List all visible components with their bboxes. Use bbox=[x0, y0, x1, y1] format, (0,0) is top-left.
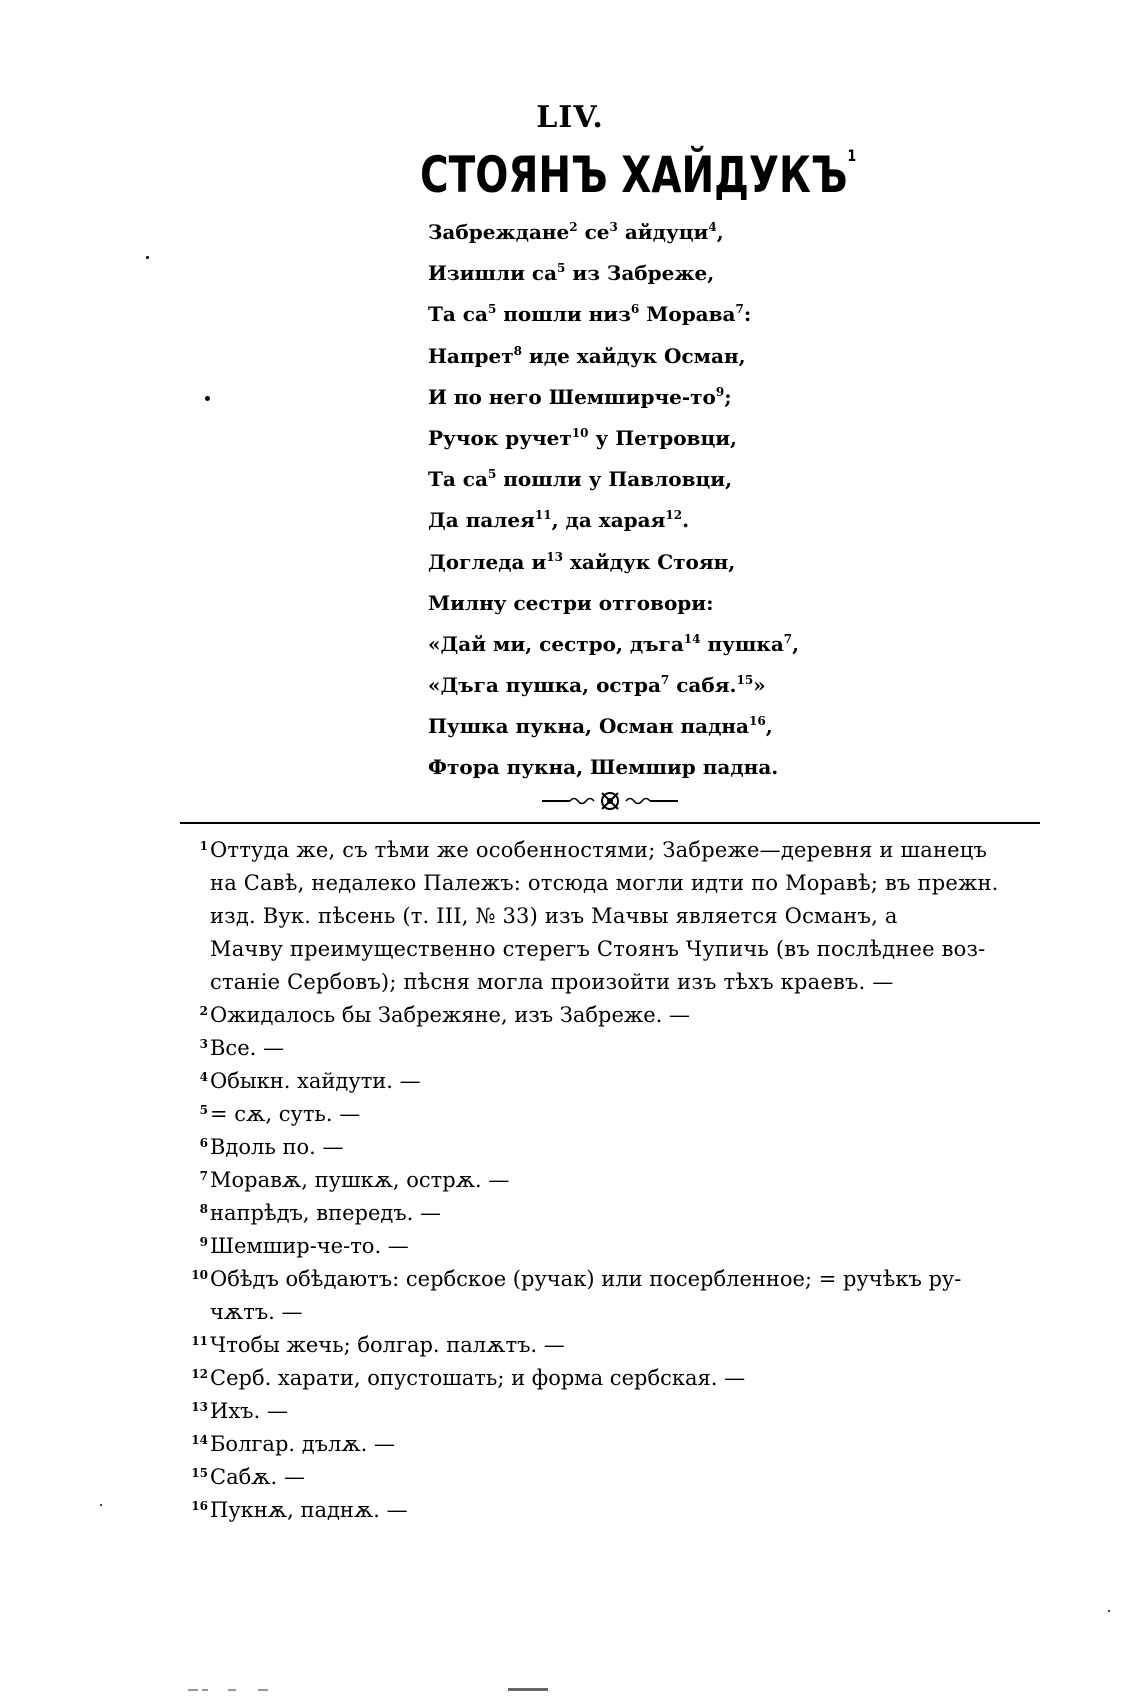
print-speck bbox=[100, 1504, 102, 1506]
footnote-text: на Савѣ, недалеко Палежъ: отсюда могли идти по Моравѣ; въ прежн. bbox=[210, 871, 999, 895]
verse-line bbox=[428, 542, 928, 583]
footnote bbox=[184, 1065, 1044, 1098]
verse-text: , да харая bbox=[551, 508, 666, 533]
footnote-ref: 13 bbox=[546, 549, 563, 564]
footnote-text: Обѣдъ обѣдаютъ: сербское (ручак) или посербленное; = ручѣкъ ру- bbox=[210, 1267, 962, 1291]
verse-text: Морава bbox=[639, 302, 736, 327]
footnote-ref: 6 bbox=[630, 302, 640, 317]
footnote bbox=[184, 999, 1044, 1032]
verse-text: Забреждане bbox=[428, 220, 570, 244]
footnote-text: Болгар. дълѫ. — bbox=[210, 1432, 396, 1456]
verse-line bbox=[428, 212, 928, 253]
footnote-ref: 11 bbox=[534, 508, 552, 523]
footnote-number: 7 bbox=[199, 1169, 208, 1183]
verse-line bbox=[428, 665, 928, 706]
poem-title-text: СТОЯНЪ ХАЙДУКЪ bbox=[420, 146, 848, 204]
footnote-ref: 7 bbox=[660, 673, 670, 688]
verse-text: пушка bbox=[700, 631, 784, 656]
footnotes bbox=[184, 834, 1044, 1527]
footnote bbox=[184, 1164, 1044, 1197]
footnote-text: изд. Вук. пѣсень (т. III, № 33) изъ Мачвы является Османъ, а bbox=[210, 904, 898, 928]
verse-text: : bbox=[743, 302, 752, 327]
bleed-through-marks bbox=[188, 1686, 588, 1694]
footnote-text: Мачву преимущественно стерегъ Стоянъ Чупичь (въ послѣднее воз- bbox=[210, 937, 986, 961]
footnote-number: 12 bbox=[191, 1367, 208, 1381]
footnote-text: Пукнѫ, паднѫ. — bbox=[210, 1498, 408, 1522]
footnote bbox=[184, 1428, 1044, 1461]
verse-text: «Дай ми, сестро, дъга bbox=[428, 631, 684, 656]
footnote bbox=[184, 1362, 1044, 1395]
footnote-number: 8 bbox=[199, 1202, 208, 1216]
footnote bbox=[184, 1131, 1044, 1164]
footnote-ref: 8 bbox=[513, 343, 522, 358]
verse-line bbox=[428, 706, 928, 747]
footnote-ref: 7 bbox=[735, 302, 744, 317]
footnote-text: = сѫ, суть. — bbox=[210, 1102, 361, 1126]
footnote-number: 1 bbox=[199, 839, 208, 853]
footnote bbox=[184, 1494, 1044, 1527]
verse-text: Догледа и bbox=[428, 549, 547, 574]
verse-text: Пушка пукна, Осман падна bbox=[428, 714, 750, 739]
footnote-number: 15 bbox=[191, 1466, 208, 1480]
verse-text: Изишли са bbox=[428, 261, 558, 286]
verse-text: , bbox=[792, 631, 800, 656]
verse-line bbox=[428, 459, 928, 500]
verse-text: се bbox=[577, 220, 610, 244]
verse-text: Та са bbox=[428, 467, 488, 492]
footnote bbox=[184, 834, 1044, 999]
verse-text: , bbox=[765, 714, 773, 739]
footnote-number: 16 bbox=[191, 1499, 208, 1513]
verse-text: айдуци bbox=[617, 220, 709, 244]
footnote bbox=[184, 1197, 1044, 1230]
footnote-number: 2 bbox=[199, 1004, 208, 1018]
footnote bbox=[184, 1098, 1044, 1131]
footnote-rule bbox=[180, 822, 1040, 824]
verse-text: Та са bbox=[428, 302, 488, 327]
footnote-ref: 5 bbox=[487, 302, 497, 317]
print-speck bbox=[1108, 1610, 1110, 1612]
verse-text: ; bbox=[724, 384, 732, 409]
footnote-text: напрѣдъ, впередъ. — bbox=[210, 1201, 442, 1225]
verse-text: иде хайдук Осман, bbox=[521, 343, 746, 368]
footnote-number: 10 bbox=[191, 1268, 208, 1282]
footnote-ref: 5 bbox=[557, 261, 566, 276]
footnote-ref: 7 bbox=[783, 631, 793, 646]
footnote bbox=[184, 1395, 1044, 1428]
footnote-ref: 2 bbox=[569, 220, 578, 234]
verse-line bbox=[428, 624, 928, 665]
footnote-ref: 10 bbox=[571, 425, 589, 440]
footnote-number: 14 bbox=[191, 1433, 208, 1447]
footnote bbox=[184, 1032, 1044, 1065]
footnote-ref: 16 bbox=[749, 714, 766, 729]
footnote-number: 4 bbox=[199, 1070, 208, 1084]
verse-line bbox=[428, 418, 928, 459]
footnote-text: Вдоль по. — bbox=[210, 1135, 344, 1159]
print-speck bbox=[146, 256, 149, 259]
footnote-text: Чтобы жечь; болгар. палѫтъ. — bbox=[210, 1333, 565, 1357]
footnote-text: чѫтъ. — bbox=[210, 1300, 303, 1324]
footnote-text: Моравѫ, пушкѫ, острѫ. — bbox=[210, 1168, 510, 1192]
verse-text: Да палея bbox=[428, 508, 535, 533]
footnote-number: 11 bbox=[191, 1334, 208, 1348]
footnote-text: Сабѫ. — bbox=[210, 1465, 305, 1489]
footnote bbox=[184, 1230, 1044, 1263]
footnote-ref: 4 bbox=[708, 220, 717, 234]
verse-text: Фтора пукна, Шемшир падна. bbox=[428, 755, 779, 780]
verse-text: у Петровци, bbox=[588, 425, 738, 450]
footnote-ref: 14 bbox=[683, 631, 701, 646]
footnote-ref: 12 bbox=[665, 508, 683, 523]
footnote-ref: 5 bbox=[487, 467, 497, 482]
verse-text: . bbox=[682, 508, 690, 533]
footnote bbox=[184, 1263, 1044, 1329]
footnote-number: 6 bbox=[199, 1136, 208, 1150]
footnote-text: Ихъ. — bbox=[210, 1399, 288, 1423]
footnote bbox=[184, 1329, 1044, 1362]
footnote-text: Шемшир-че-то. — bbox=[210, 1234, 409, 1258]
poem-title bbox=[420, 146, 857, 204]
verse-text: Милну сестри отговори: bbox=[428, 590, 714, 615]
footnote bbox=[184, 1461, 1044, 1494]
print-speck bbox=[205, 396, 210, 401]
footnote-text: Обыкн. хайдути. — bbox=[210, 1069, 421, 1093]
poem-number: LIV. bbox=[536, 100, 604, 135]
footnote-text: Ожидалось бы Забрежяне, изъ Забреже. — bbox=[210, 1003, 691, 1027]
footnote-text: Серб. харати, опустошать; и форма сербская. — bbox=[210, 1366, 746, 1390]
poem-verse bbox=[428, 212, 928, 789]
verse-line bbox=[428, 747, 928, 788]
footnote-ref: 9 bbox=[715, 384, 725, 399]
footnote-number: 9 bbox=[199, 1235, 208, 1249]
verse-line bbox=[428, 336, 928, 377]
verse-text: пошли у Павловци, bbox=[496, 467, 733, 492]
footnote-text: Оттуда же, съ тѣми же особенностями; Забреже—деревня и шанецъ bbox=[210, 838, 988, 862]
footnote-number: 3 bbox=[199, 1037, 208, 1051]
verse-text: » bbox=[753, 673, 766, 698]
footnote-text: Все. — bbox=[210, 1036, 284, 1060]
ornament-divider bbox=[540, 788, 680, 814]
verse-text: Ручок ручет bbox=[428, 425, 572, 450]
verse-text: И по него Шемширче-то bbox=[428, 384, 716, 409]
footnote-ref: 15 bbox=[736, 673, 754, 688]
verse-text: пошли низ bbox=[496, 302, 631, 327]
footnote-number: 5 bbox=[199, 1103, 208, 1117]
verse-text: из Забреже, bbox=[565, 261, 715, 286]
verse-line bbox=[428, 377, 928, 418]
verse-line bbox=[428, 294, 928, 335]
verse-line bbox=[428, 500, 928, 541]
verse-line bbox=[428, 583, 928, 624]
verse-text: сабя. bbox=[669, 673, 737, 698]
verse-line bbox=[428, 253, 928, 294]
title-footnote-ref: 1 bbox=[847, 146, 857, 165]
verse-text: хайдук Стоян, bbox=[563, 549, 736, 574]
footnote-text: станіе Сербовъ); пѣсня могла произойти изъ тѣхъ краевъ. — bbox=[210, 970, 894, 994]
verse-text: «Дъга пушка, остра bbox=[428, 673, 661, 698]
footnote-ref: 3 bbox=[609, 220, 618, 234]
verse-text: , bbox=[716, 220, 724, 244]
footnote-number: 13 bbox=[191, 1400, 208, 1414]
verse-text: Напрет bbox=[428, 343, 514, 368]
